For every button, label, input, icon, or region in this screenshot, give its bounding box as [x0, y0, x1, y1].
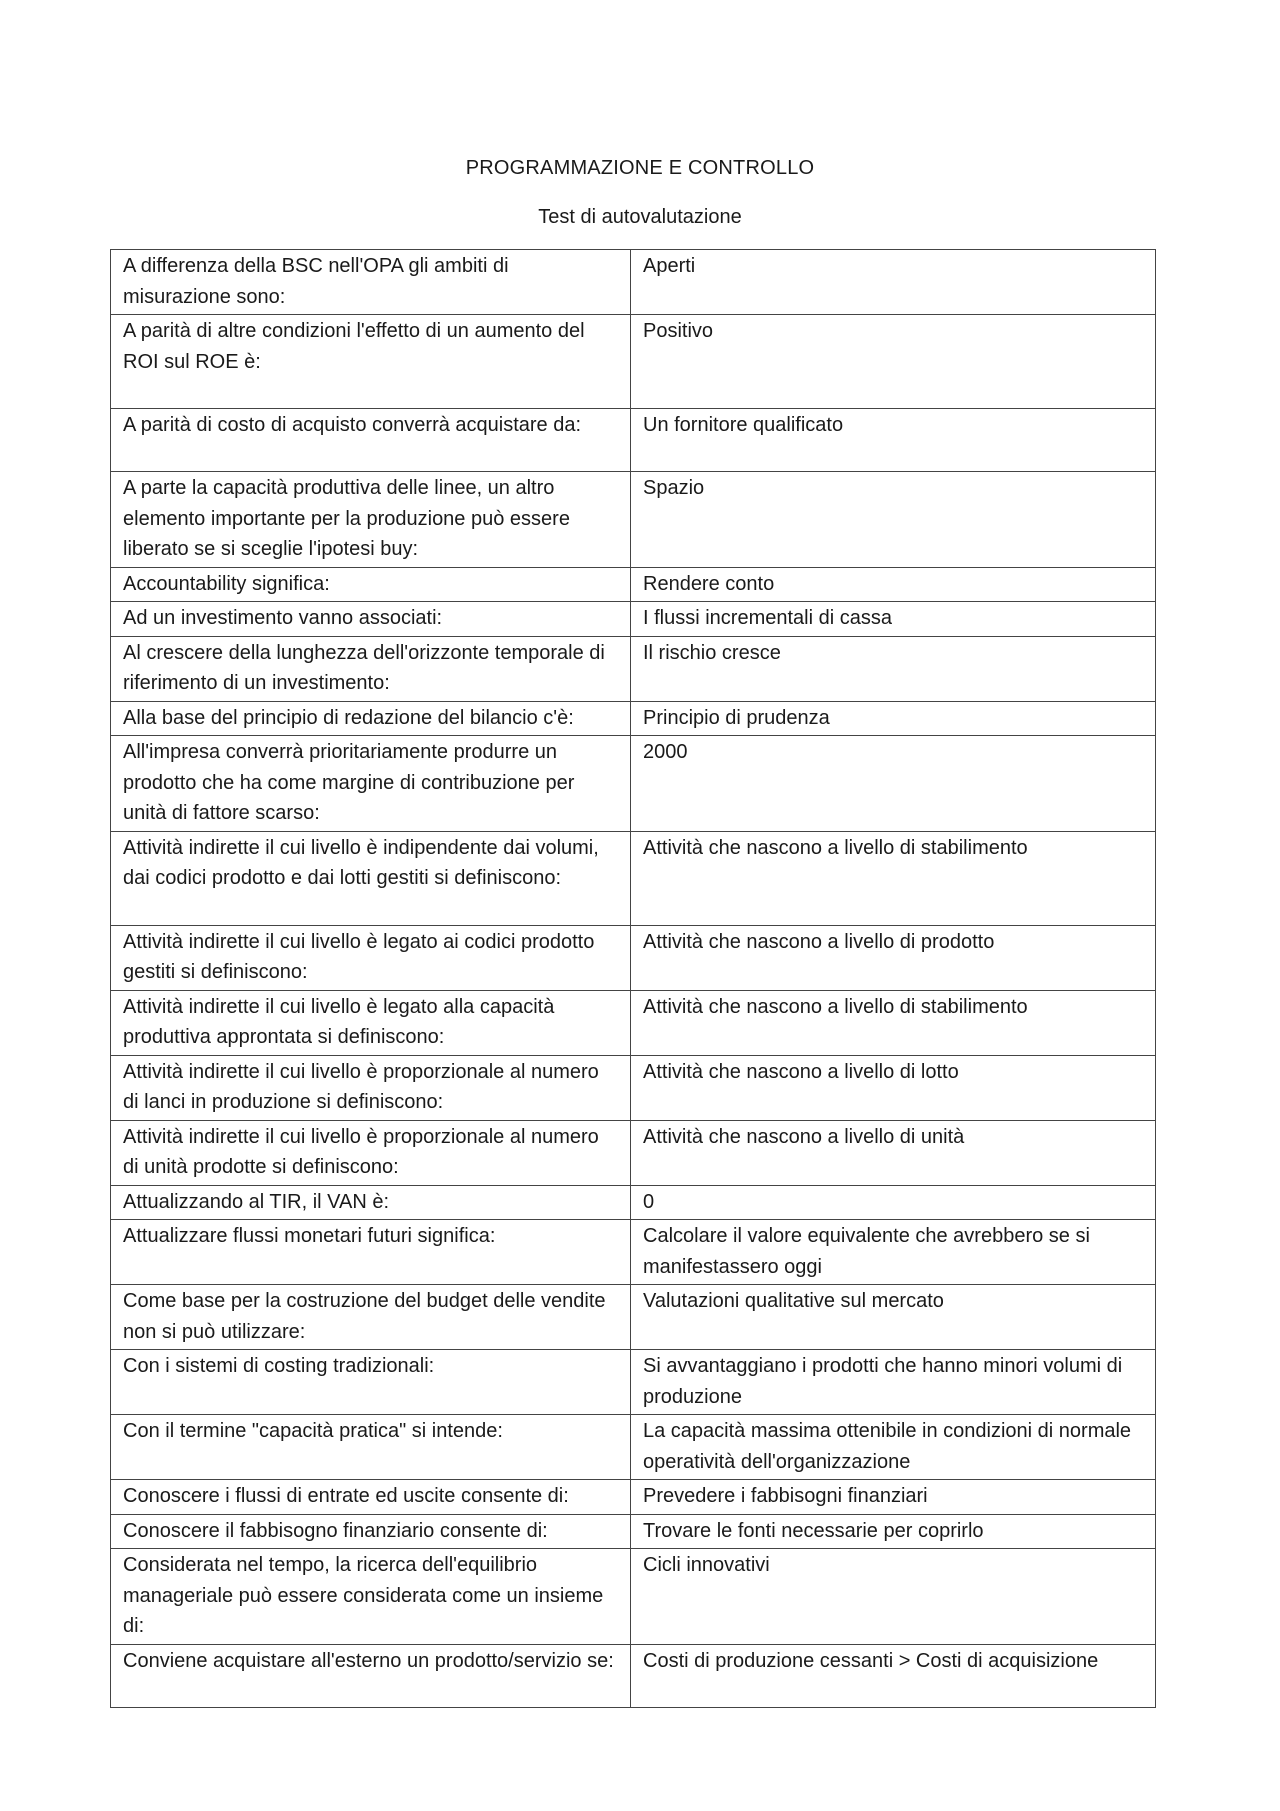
table-row: [111, 1644, 1156, 1707]
question-cell: Attualizzando al TIR, il VAN è:: [111, 1185, 631, 1220]
answer-cell: I flussi incrementali di cassa: [631, 602, 1156, 637]
table-row: [111, 1549, 1156, 1645]
question-cell: A parità di costo di acquisto converrà acquistare da:: [111, 409, 631, 472]
answer-cell: 0: [631, 1185, 1156, 1220]
answer-cell: Prevedere i fabbisogni finanziari: [631, 1480, 1156, 1515]
question-cell: Come base per la costruzione del budget delle vendite non si può utilizzare:: [111, 1285, 631, 1350]
answer-cell: Attività che nascono a livello di stabilimento: [631, 831, 1156, 925]
answer-cell: Rendere conto: [631, 567, 1156, 602]
answer-cell: La capacità massima ottenibile in condizioni di normale operatività dell'organizzazione: [631, 1415, 1156, 1480]
table-row: [111, 990, 1156, 1055]
answer-cell: Un fornitore qualificato: [631, 409, 1156, 472]
question-cell: Attività indirette il cui livello è proporzionale al numero di lanci in produzione si definiscono:: [111, 1055, 631, 1120]
answer-cell: Positivo: [631, 315, 1156, 409]
question-cell: Attività indirette il cui livello è proporzionale al numero di unità prodotte si definiscono:: [111, 1120, 631, 1185]
question-cell: Attività indirette il cui livello è legato alla capacità produttiva approntata si definiscono:: [111, 990, 631, 1055]
qa-table: [110, 249, 1156, 1708]
answer-cell: Attività che nascono a livello di prodotto: [631, 925, 1156, 990]
table-row: [111, 736, 1156, 832]
question-cell: A differenza della BSC nell'OPA gli ambiti di misurazione sono:: [111, 250, 631, 315]
answer-cell: Il rischio cresce: [631, 636, 1156, 701]
document-subtitle: Test di autovalutazione: [538, 206, 742, 228]
table-row: [111, 1415, 1156, 1480]
question-cell: Conoscere il fabbisogno finanziario consente di:: [111, 1514, 631, 1549]
question-cell: All'impresa converrà prioritariamente produrre un prodotto che ha come margine di contribuzione per unità di fattore scarso:: [111, 736, 631, 832]
table-row: [111, 409, 1156, 472]
table-row: [111, 701, 1156, 736]
answer-cell: 2000: [631, 736, 1156, 832]
answer-cell: Trovare le fonti necessarie per coprirlo: [631, 1514, 1156, 1549]
question-cell: Conoscere i flussi di entrate ed uscite consente di:: [111, 1480, 631, 1515]
qa-table-body: [111, 250, 1156, 1708]
table-row: [111, 1185, 1156, 1220]
table-row: [111, 1350, 1156, 1415]
table-row: [111, 1220, 1156, 1285]
answer-cell: Costi di produzione cessanti > Costi di acquisizione: [631, 1644, 1156, 1707]
table-row: [111, 1055, 1156, 1120]
document-title: PROGRAMMAZIONE E CONTROLLO: [465, 157, 815, 179]
question-cell: Attualizzare flussi monetari futuri significa:: [111, 1220, 631, 1285]
answer-cell: Cicli innovativi: [631, 1549, 1156, 1645]
table-row: [111, 315, 1156, 409]
question-cell: Accountability significa:: [111, 567, 631, 602]
question-cell: Attività indirette il cui livello è legato ai codici prodotto gestiti si definiscono:: [111, 925, 631, 990]
table-row: [111, 602, 1156, 637]
question-cell: Considerata nel tempo, la ricerca dell'equilibrio manageriale può essere considerata come un insieme di:: [111, 1549, 631, 1645]
question-cell: Con il termine "capacità pratica" si intende:: [111, 1415, 631, 1480]
answer-cell: Aperti: [631, 250, 1156, 315]
answer-cell: Calcolare il valore equivalente che avrebbero se si manifestassero oggi: [631, 1220, 1156, 1285]
question-cell: Attività indirette il cui livello è indipendente dai volumi, dai codici prodotto e dai lotti gestiti si definiscono:: [111, 831, 631, 925]
table-row: [111, 250, 1156, 315]
table-row: [111, 1120, 1156, 1185]
answer-cell: Attività che nascono a livello di unità: [631, 1120, 1156, 1185]
question-cell: Ad un investimento vanno associati:: [111, 602, 631, 637]
table-row: [111, 1514, 1156, 1549]
answer-cell: Attività che nascono a livello di lotto: [631, 1055, 1156, 1120]
answer-cell: Valutazioni qualitative sul mercato: [631, 1285, 1156, 1350]
question-cell: Con i sistemi di costing tradizionali:: [111, 1350, 631, 1415]
answer-cell: Attività che nascono a livello di stabilimento: [631, 990, 1156, 1055]
question-cell: A parità di altre condizioni l'effetto di un aumento del ROI sul ROE è:: [111, 315, 631, 409]
answer-cell: Si avvantaggiano i prodotti che hanno minori volumi di produzione: [631, 1350, 1156, 1415]
table-row: [111, 472, 1156, 568]
table-row: [111, 925, 1156, 990]
question-cell: Conviene acquistare all'esterno un prodotto/servizio se:: [111, 1644, 631, 1707]
answer-cell: Spazio: [631, 472, 1156, 568]
question-cell: A parte la capacità produttiva delle linee, un altro elemento importante per la produzione può essere liberato se si sceglie l'ipotesi buy:: [111, 472, 631, 568]
question-cell: Al crescere della lunghezza dell'orizzonte temporale di riferimento di un investimento:: [111, 636, 631, 701]
table-row: [111, 1285, 1156, 1350]
table-row: [111, 831, 1156, 925]
table-row: [111, 636, 1156, 701]
question-cell: Alla base del principio di redazione del bilancio c'è:: [111, 701, 631, 736]
table-row: [111, 1480, 1156, 1515]
answer-cell: Principio di prudenza: [631, 701, 1156, 736]
table-row: [111, 567, 1156, 602]
